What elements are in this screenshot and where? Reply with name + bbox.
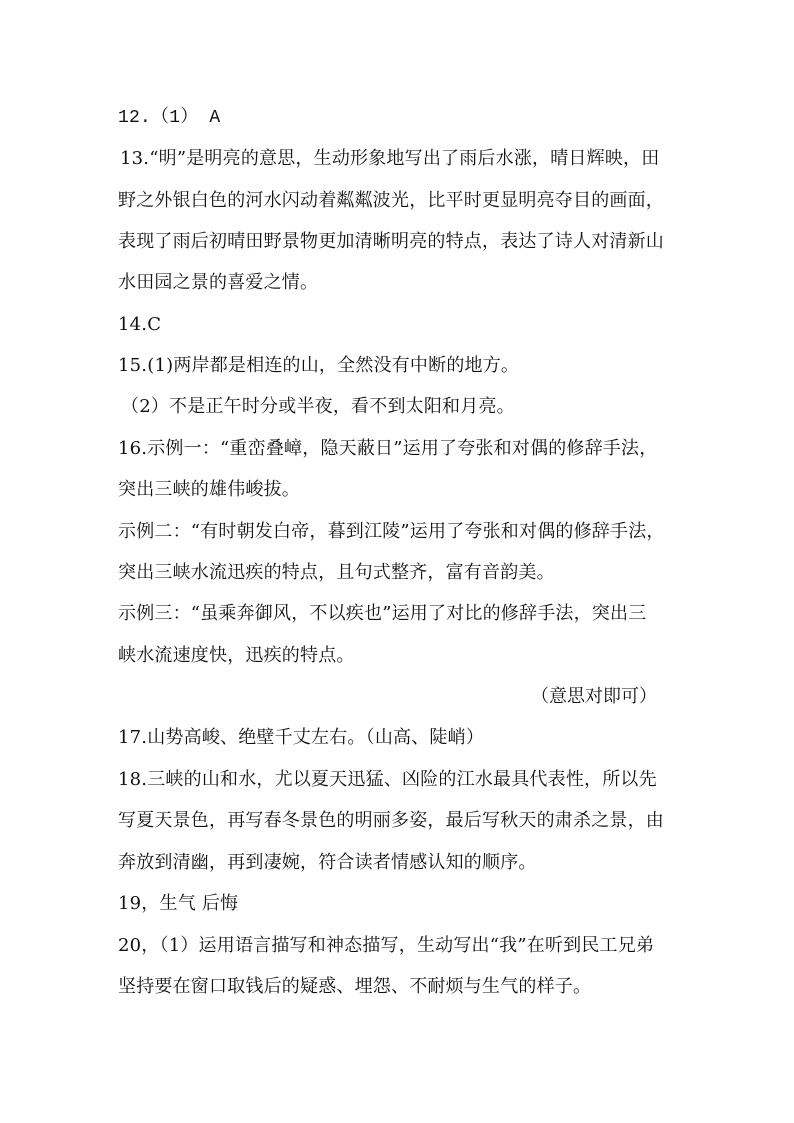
answer-16-example-2-line-2: 突出三峡水流迅疾的特点，且句式整齐，富有音韵美。 [118,562,555,583]
answer-13-line-1: 13.“明”是明亮的意思，生动形象地写出了雨后水涨，晴日辉映，田 [120,148,660,169]
answer-14: 14.C [118,314,162,335]
answer-16-note: （意思对即可） [531,686,657,707]
answer-20-1-line-2: 坚持要在窗口取钱后的疑惑、埋怨、不耐烦与生气的样子。 [118,976,592,997]
answer-18-line-1: 18.三峡的山和水，尤以夏天迅猛、凶险的江水最具代表性，所以先 [118,769,657,790]
answer-13-line-2: 野之外银白色的河水闪动着粼粼波光，比平时更显明亮夺目的画面， [118,190,664,211]
answer-12: 12.（1） A [118,108,221,128]
answer-20-1-line-1: 20，（1）运用语言描写和神态描写，生动写出“我”在听到民工兄弟 [118,935,655,956]
answer-16-example-1-line-1: 16.示例一：“重峦叠嶂，隐天蔽日”运用了夸张和对偶的修辞手法， [118,438,658,459]
answer-13-line-4: 水田园之景的喜爱之情。 [118,272,319,293]
answer-16-example-3-line-2: 峡水流速度快，迅疾的特点。 [118,645,355,666]
answer-13-line-3: 表现了雨后初晴田野景物更加清晰明亮的特点，表达了诗人对清新山 [118,231,664,252]
answer-18-line-3: 奔放到清幽，再到凄婉，符合读者情感认知的顺序。 [118,852,537,873]
answer-16-example-1-line-2: 突出三峡的雄伟峻拔。 [118,479,300,500]
answer-16-example-3-line-1: 示例三：“虽乘奔御风，不以疾也”运用了对比的修辞手法，突出三 [118,603,647,624]
answer-15-2: （2）不是正午时分或半夜，看不到太阳和月亮。 [121,396,515,417]
answer-18-line-2: 写夏天景色，再写春冬景色的明丽多姿，最后写秋天的肃杀之景，由 [118,810,664,831]
answer-15-1: 15.(1)两岸都是相连的山，全然没有中断的地方。 [118,355,520,376]
answer-19: 19，生气 后悔 [118,893,239,914]
answer-16-example-2-line-1: 示例二：“有时朝发白帝，暮到江陵”运用了夸张和对偶的修辞手法， [118,521,665,542]
answer-17: 17.山势高峻、绝壁千丈左右。（山高、陡峭） [118,727,485,748]
